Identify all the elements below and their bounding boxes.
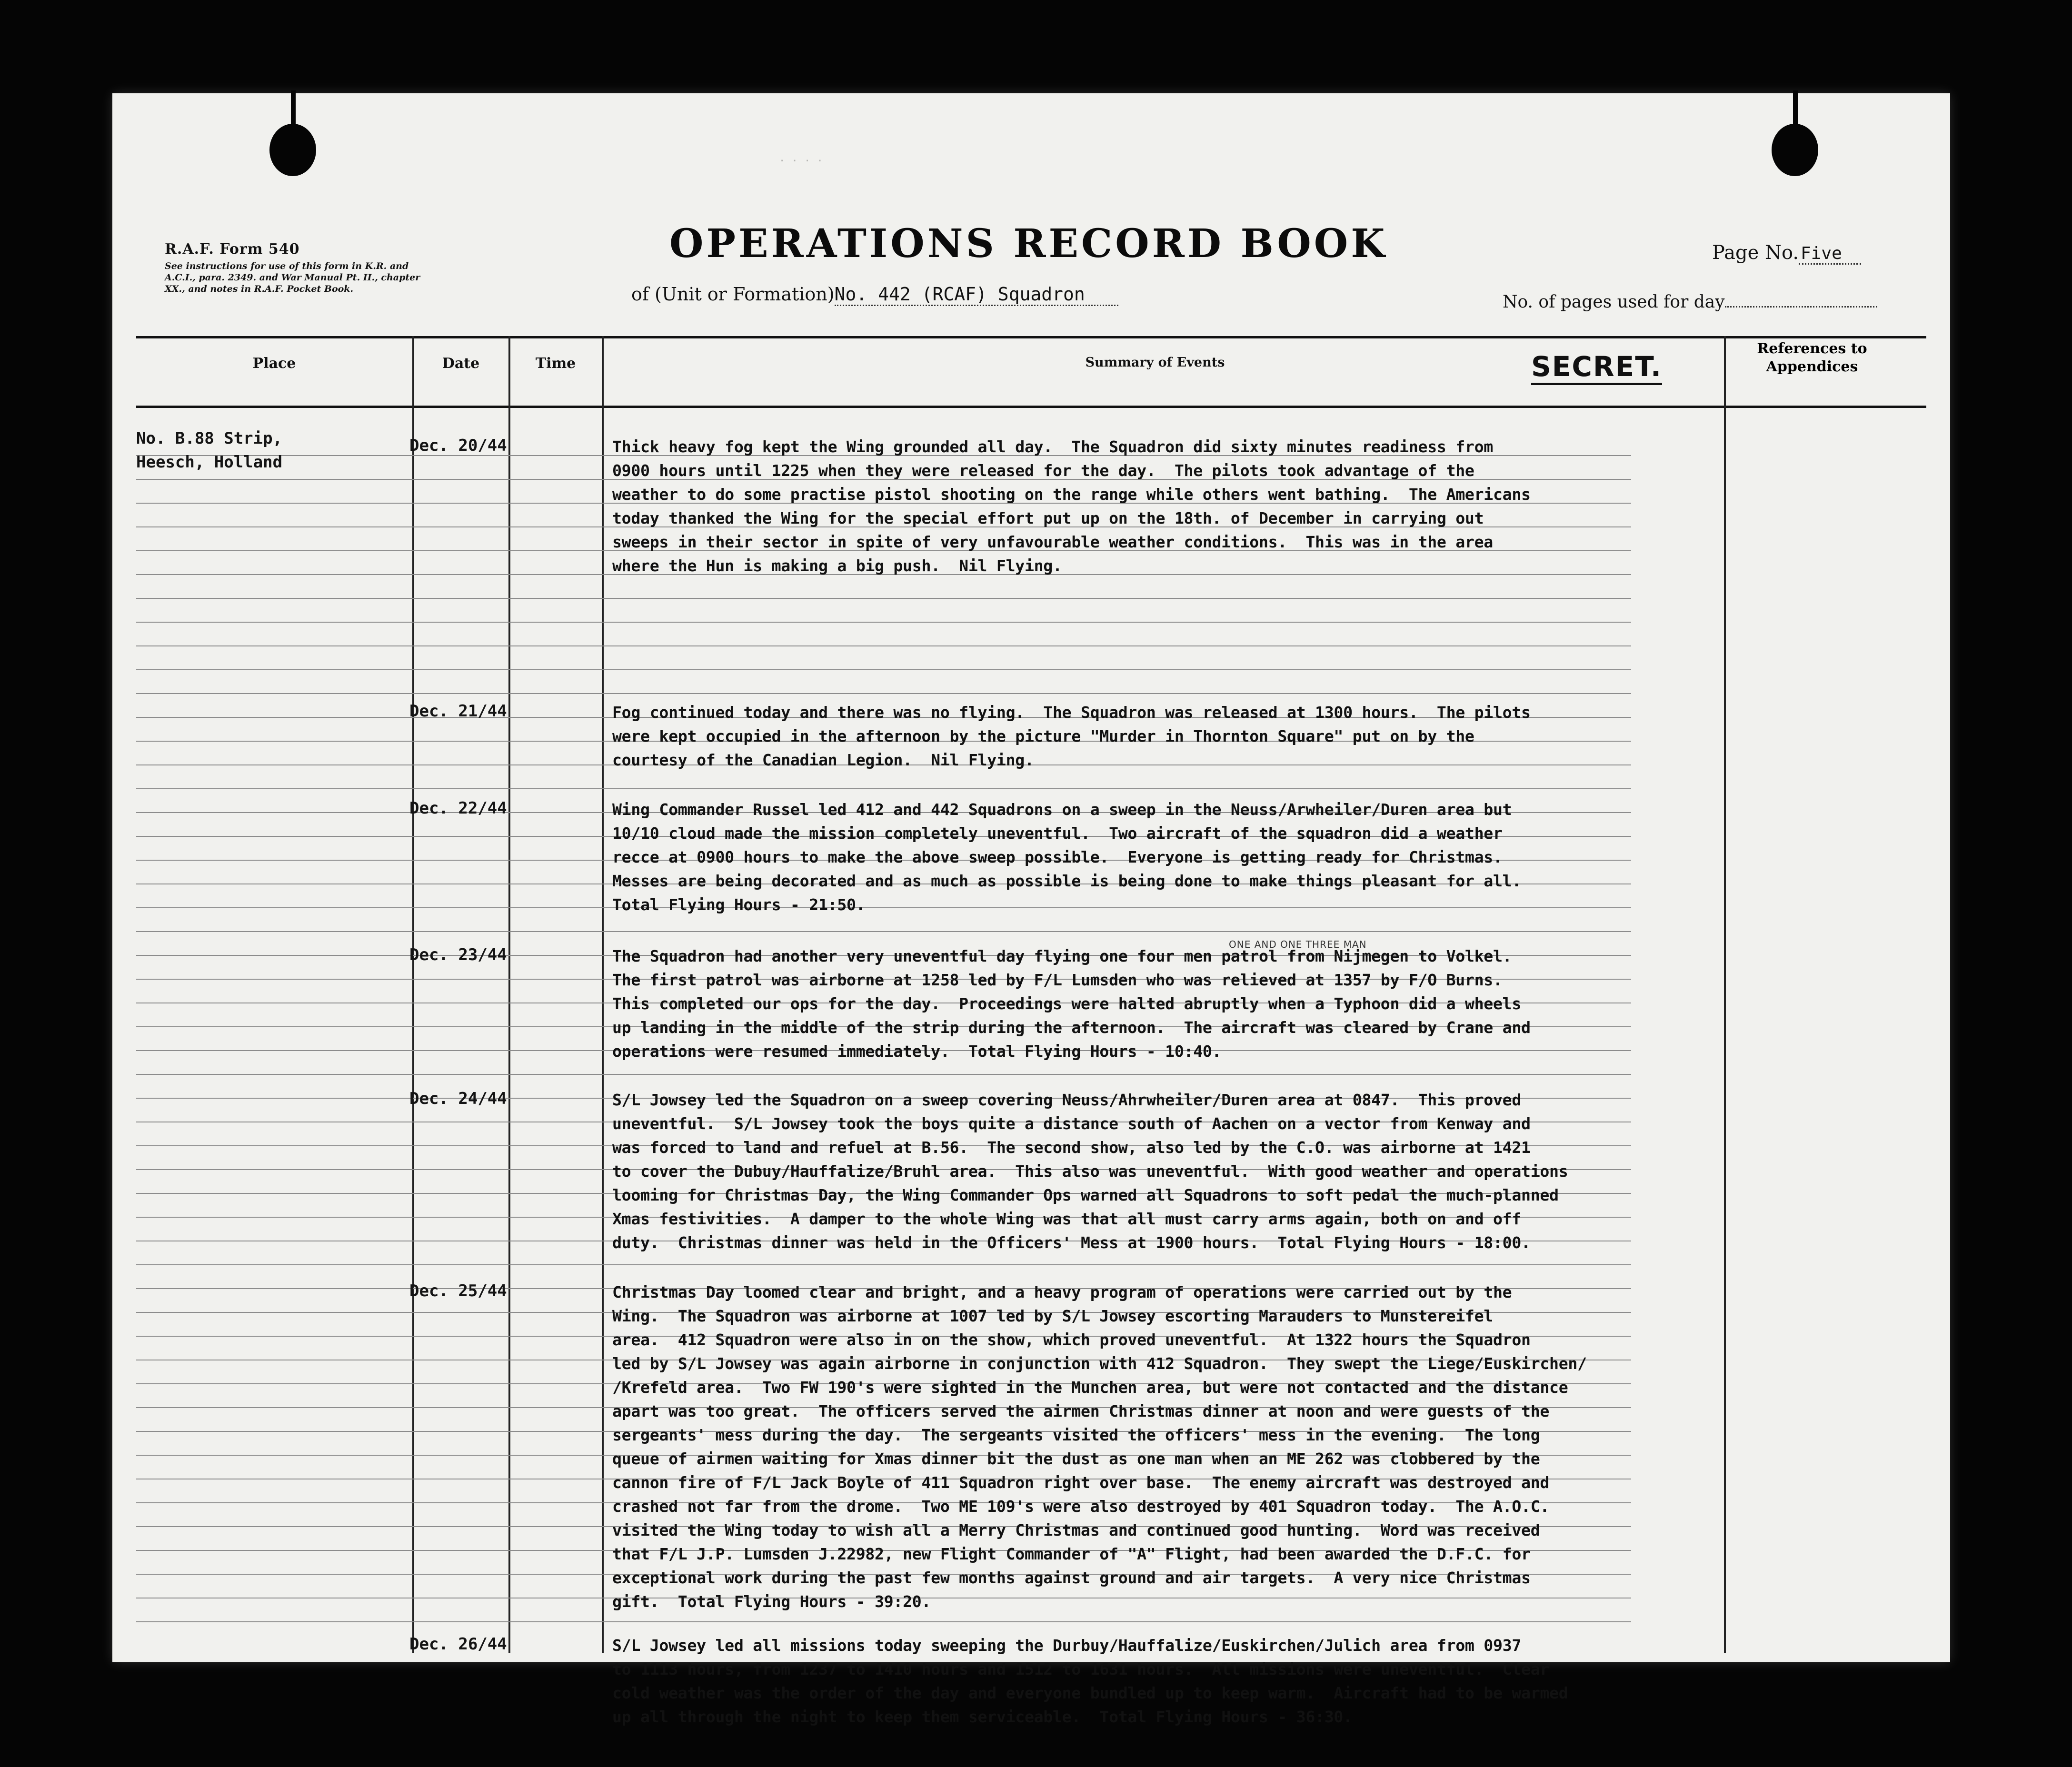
ruled-line: [136, 1621, 1631, 1622]
column-header-summary: Summary of Events: [1085, 355, 1225, 370]
bleed-through-text: · · · ·: [779, 155, 823, 167]
date-cell: Dec. 24/44: [409, 1089, 507, 1108]
ruled-line: [136, 598, 1631, 599]
date-cell: Dec. 26/44: [409, 1635, 507, 1654]
ruled-line: [136, 622, 1631, 623]
form-identifier: [165, 241, 431, 295]
entry-text: Thick heavy fog kept the Wing grounded all day. The Squadron did sixty minutes readiness from 0900 hours until 1225 when they were released for the day. The pilots took advantage of the weather to do some practise pistol shooting on the range while others went bathing. The Americans today thanked the Wing for the special effort put up on the 18th. of December in carrying out sweeps in their sector in spite of very unfavourable weather conditions. This was in the area where the Hun is making a big push. Nil Flying.: [612, 437, 1531, 575]
page-number-label: Page No.: [1712, 242, 1799, 264]
handwritten-annotation: ONE AND ONE THREE MAN: [1229, 939, 1367, 950]
column-header-place: Place: [252, 355, 296, 372]
ruled-line: [136, 931, 1631, 932]
ruled-line: [136, 693, 1631, 694]
unit-label: of (Unit or Formation): [631, 284, 835, 305]
ruled-line: [136, 788, 1631, 789]
page-title: OPERATIONS RECORD BOOK: [669, 221, 1388, 267]
column-header-date: Date: [442, 355, 480, 372]
ruled-line: [136, 645, 1631, 646]
table-top-border: [136, 336, 1926, 338]
date-cell: Dec. 22/44: [409, 799, 507, 818]
form-number: R.A.F. Form 540: [165, 241, 300, 258]
form-instructions: See instructions for use of this form in K.R. and A.C.I., para. 2349. and War Manual Pt. II., chapter XX., and notes in R.A.F. Pocket Book.: [165, 261, 420, 294]
record-page: [112, 93, 1950, 1726]
pages-used-blank: [1725, 306, 1877, 308]
entry-text: S/L Jowsey led all missions today sweeping the Durbuy/Hauffalize/Euskirchen/Julich area from 0937 to 1113 hours, from 1237 to 1410 hours and 1512 to 1631 hours. All missions were uneventful. Clear cold weather was the order of the day and everyone bundled up to keep warm. Aircraft had to be warmed up all through the night to keep them serviceable. Total Flying Hours - 36:30.: [612, 1636, 1568, 1726]
unit-value: No. 442 (RCAF) Squadron: [835, 284, 1118, 306]
punch-hole-left: [269, 124, 316, 176]
entry-text: Wing Commander Russel led 412 and 442 Squadrons on a sweep in the Neuss/Arwheiler/Duren area but 10/10 cloud made the mission completely uneventful. Two aircraft of the squadron did a weather recce at 0900 hours to make the above sweep possible. Everyone is getting ready for Christmas. Messes are being decorated and as much as possible is being done to make things pleasant for all. Total Flying Hours - 21:50.: [612, 800, 1522, 914]
entry-text: S/L Jowsey led the Squadron on a sweep covering Neuss/Ahrwheiler/Duren area at 0847. This proved uneventful. S/L Jowsey took the boys quite a distance south of Aachen on a vector from Kenway and was forced to land and refuel at B.56. The second show, also led by the C.O. was airborne at 1421 to cover the Dubuy/Hauffalize/Bruhl area. This also was uneventful. With good weather and operations looming for Christmas Day, the Wing Commander Ops warned all Squadrons to soft pedal the much-planned Xmas festivities. A damper to the whole Wing was that all must carry arms again, both on and off duty. Christmas dinner was held in the Officers' Mess at 1900 hours. Total Flying Hours - 18:00.: [612, 1091, 1568, 1252]
ruled-line: [136, 1264, 1631, 1265]
page-number: [1712, 242, 1861, 264]
punch-hole-right: [1772, 124, 1818, 176]
place-cell: No. B.88 Strip, Heesch, Holland: [136, 429, 283, 472]
entry-text: The Squadron had another very uneventful day flying one four men patrol from Nijmegen to Volkel. The first patrol was airborne at 1258 led by F/L Lumsden who was relieved at 1357 by F/O Burns. This completed our ops for the day. Proceedings were halted abruptly when a Typhoon did a wheels up landing in the middle of the strip during the afternoon. The aircraft was cleared by Crane and operations were resumed immediately. Total Flying Hours - 10:40.: [612, 947, 1531, 1061]
pages-used-line: [1503, 292, 1877, 312]
record-table: [112, 336, 1950, 1726]
column-header-references: References to Appendices: [1757, 340, 1867, 375]
secret-stamp: SECRET.: [1531, 350, 1662, 385]
ruled-line: [136, 1074, 1631, 1075]
entry-text: Fog continued today and there was no flying. The Squadron was released at 1300 hours. The pilots were kept occupied in the afternoon by the picture "Murder in Thornton Square" put on by the courtesy of the Canadian Legion. Nil Flying.: [612, 703, 1531, 769]
pages-used-label: No. of pages used for day: [1503, 292, 1725, 312]
page-number-value: Five: [1799, 244, 1861, 265]
date-cell: Dec. 23/44: [409, 945, 507, 964]
date-cell: Dec. 25/44: [409, 1281, 507, 1300]
entry-text: Christmas Day loomed clear and bright, and a heavy program of operations were carried out by the Wing. The Squadron was airborne at 1007 led by S/L Jowsey escorting Marauders to Munstereifel area. 412 Squadron were also in on the show, which proved uneventful. At 1322 hours the Squadron led by S/L Jowsey was again airborne in conjunction with 412 Squadron. They swept the Liege/Euskirchen/ /Krefeld area. Two FW 190's were sighted in the Munchen area, but were not contacted and the distance apart was too great. The officers served the airmen Christmas dinner at noon and were guests of the sergeants' mess during the day. The sergeants visited the officers' mess in the evening. The long queue of airmen waiting for Xmas dinner bit the dust as one man when an ME 262 was clobbered by the cannon fire of F/L Jack Boyle of 411 Squadron right over base. The enemy aircraft was destroyed and crashed not far from the drome. Two ME 109's were also destroyed by 401 Squadron today. The A.O.C. visited the Wing today to wish all a Merry Christmas and continued good hunting. Word was received that F/L J.P. Lumsden J.22982, new Flight Commander of "A" Flight, had been awarded the D.F.C. for exceptional work during the past few months against ground and air targets. A very nice Christmas gift. Total Flying Hours - 39:20.: [612, 1283, 1587, 1611]
date-cell: Dec. 20/44: [409, 436, 507, 455]
date-cell: Dec. 21/44: [409, 702, 507, 721]
unit-line: [631, 284, 1118, 305]
ruled-line: [136, 669, 1631, 670]
table-header-border: [136, 406, 1926, 408]
column-header-time: Time: [535, 355, 576, 372]
